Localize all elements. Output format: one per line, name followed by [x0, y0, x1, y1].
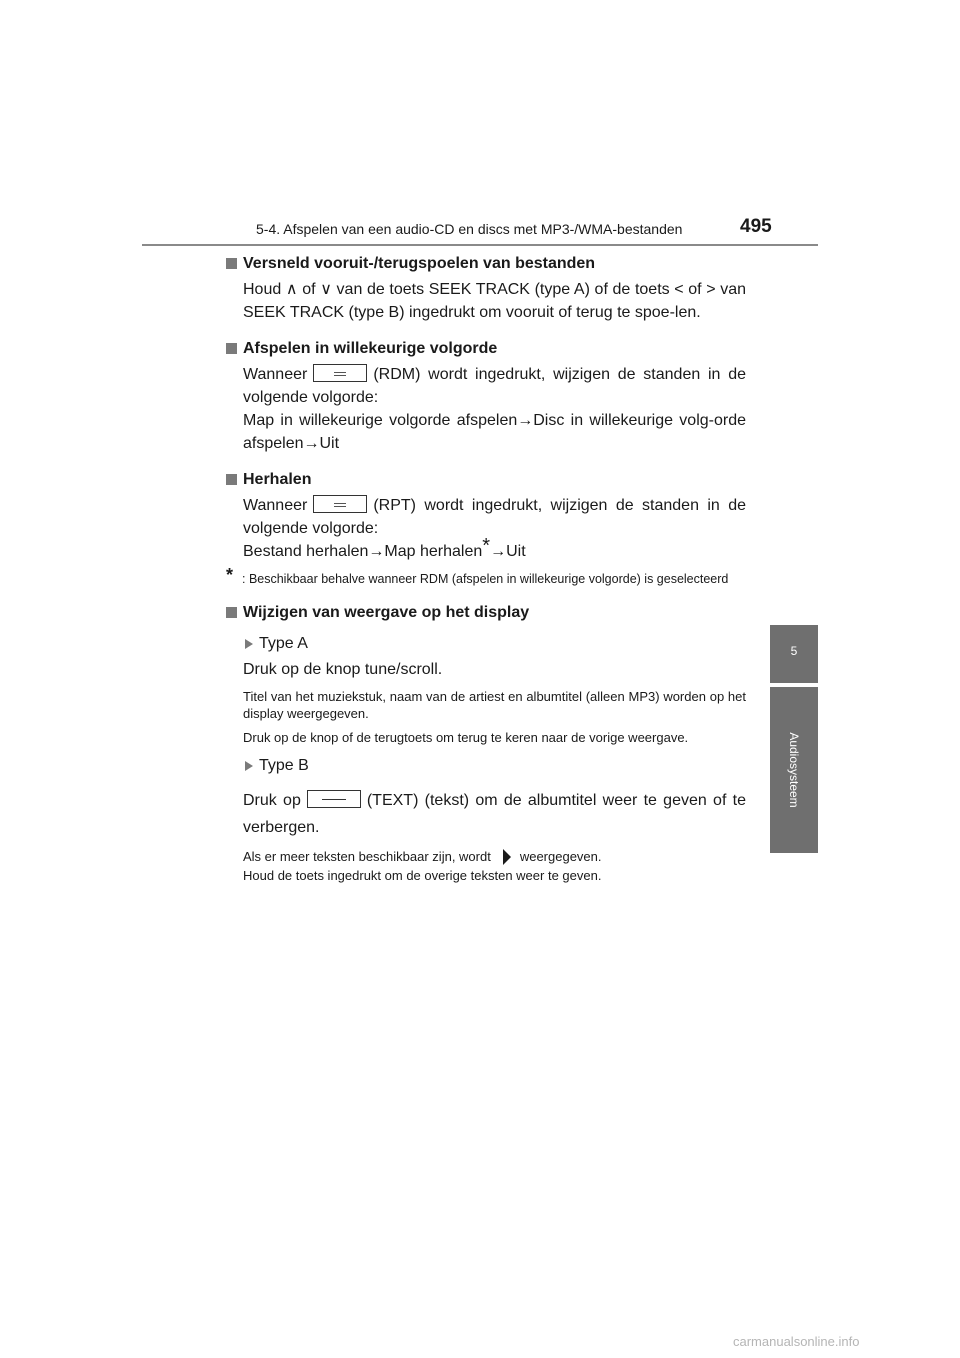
type-b-note-1: Als er meer teksten beschikbaar zijn, wordt weergegeven.: [243, 849, 602, 864]
repeat-paragraph: Wanneer (RPT) wordt ingedrukt, wijzigen de standen in de volgende volgorde:: [243, 497, 746, 537]
right-arrow-icon: [503, 849, 511, 865]
footnote-star: *: [482, 535, 491, 557]
type-a-note-1: Titel van het muziekstuk, naam van de artiest en albumtitel (alleen MP3) worden op het display weergegeven.: [243, 689, 746, 721]
section-heading-seek: Versneld vooruit-/terugspoelen van bestanden: [226, 252, 746, 275]
type-b-label: Type B: [243, 754, 746, 777]
type-a-text: Druk op de knop tune/scroll.: [243, 661, 443, 678]
square-bullet-icon: [226, 258, 237, 269]
square-bullet-icon: [226, 607, 237, 618]
section-heading-random: Afspelen in willekeurige volgorde: [226, 337, 746, 360]
random-paragraph: Wanneer (RDM) wordt ingedrukt, wijzigen de standen in de volgende volgorde:: [243, 366, 746, 406]
seek-paragraph: Houd ∧ of ∨ van de toets SEEK TRACK (type A) of de toets < of > van SEEK TRACK (type B) ingedrukt om vooruit of terug te spoe-len.: [243, 281, 746, 321]
random-sequence: Map in willekeurige volgorde afspelen→Disc in willekeurige volg-orde afspelen→Uit: [243, 412, 746, 452]
section-heading-display: Wijzigen van weergave op het display: [226, 601, 746, 624]
side-tab-chapter-label: [770, 687, 818, 853]
page-number: 495: [740, 216, 772, 237]
repeat-sequence: Bestand herhalen→Map herhalen*→Uit: [243, 535, 526, 560]
type-b-text: Druk op (TEXT) (tekst) om de albumtitel weer te geven of te verbergen.: [243, 792, 746, 836]
side-tab-label-text: Audiosysteem: [787, 732, 801, 808]
side-tab-chapter-number: 5: [770, 625, 818, 683]
main-content: [226, 252, 746, 884]
header-divider: [142, 244, 818, 246]
rdm-button-icon: [313, 364, 367, 382]
square-bullet-icon: [226, 474, 237, 485]
watermark: carmanualsonline.info: [733, 1334, 860, 1349]
header-section-title: 5-4. Afspelen van een audio-CD en discs met MP3-/WMA-bestanden: [256, 221, 683, 237]
text-button-icon: [307, 790, 361, 808]
type-a-note-2: Druk op de knop of de terugtoets om terug te keren naar de vorige weergave.: [243, 730, 689, 745]
type-a-label: Type A: [243, 632, 746, 655]
square-bullet-icon: [226, 343, 237, 354]
rpt-button-icon: [313, 495, 367, 513]
triangle-bullet-icon: [245, 761, 253, 771]
footnote: * : Beschikbaar behalve wanneer RDM (afspelen in willekeurige volgorde) is geselecteerd: [226, 565, 729, 586]
triangle-bullet-icon: [245, 639, 253, 649]
section-heading-repeat: Herhalen: [226, 468, 746, 491]
type-b-note-2: Houd de toets ingedrukt om de overige teksten weer te geven.: [243, 868, 602, 883]
